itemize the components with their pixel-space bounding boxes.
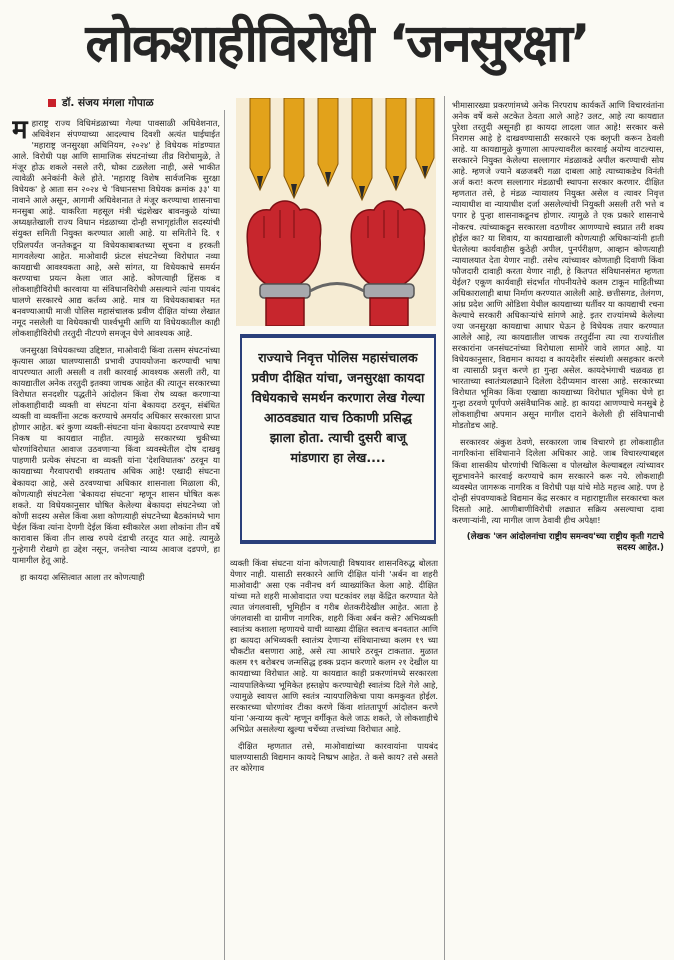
author-note: (लेखक 'जन आंदोलनांचा राष्ट्रीय समन्वय'च्या राष्ट्रीय कृती गटाचे सदस्य आहेत.): [466, 531, 664, 553]
paragraph: सरकारवर अंकुश ठेवणे, सरकारला जाब विचारणे हा लोकशाहीत नागरिकांना संविधानाने दिलेला अधिकार आहे. जाब विचारल्याबद्दल किंवा शासकीय धोरणांची चिकित्सा व पोलखोल केल्याबद्दल त्यांच्यावर सूडभावनेने कारवाई करण्याचे काम सरकारने करू नये. लोकशाही व्यवस्थेत जागरूक नागरिक व विरोधी पक्ष यांचे मोठे महत्त्व आहे. पण हे दोन्ही संपवण्याकडे विद्यमान केंद्र सरकार व महाराष्ट्रातील सरकारचा कल दिसतो आहे. आणीबाणीविरोधी लढ्यात सक्रिय असल्याचा दावा करणाऱ्यांनी, त्या मागील जाण ठेवावी हीच अपेक्षा!: [452, 437, 664, 525]
illustration-svg: [236, 98, 436, 326]
column-two: [230, 558, 438, 960]
bullet-square-icon: [48, 99, 56, 107]
paragraph: दीक्षित म्हणतात तसे, माओवाद्यांच्या कारवायांना पायबंद घालण्यासाठी विद्यमान कायदे निष्प्रभ आहेत. ते कसे काय? तसे असते तर कोरेगाव: [230, 740, 438, 773]
paragraph: जनसुरक्षा विधेयकाच्या उद्दिष्टात, माओवादी किंवा तत्सम संघटनांच्या कृत्यास आळा घालण्यासाठी प्रभावी उपाययोजना करण्याची भाषा वापरण्यात आली असली व तशी कारवाई आवश्यक असली तरी, या कायद्यातील अनेक तरतुदी इतक्या जाचक आहेत की त्यातून सरकारच्या विरोधात सनदशीर पद्धतीने आंदोलन किंवा रोष व्यक्त करणाऱ्या लोकशाहीवादी व्यक्ती वा संघटना यांना बेकायदा ठरवून, संबंधित व्यक्ती वा व्यक्तींना अटक करण्याचे अमर्याद अधिकार सरकारला प्राप्त होणार आहेत. बरं कुणा व्यक्ती-संघटना यांना बेकायदा ठरवण्याचे स्पष्ट निकष या कायद्यात नाहीत. त्यामुळे सरकारच्या चुकीच्या धोरणांविरोधात आवाज उठवणाऱ्या किंवा व्यवस्थेतील दोष दाखवू पाहणारी प्रत्येक संघटना वा व्यक्ती यांना 'देशविघातक' ठरवून या कायद्याच्या गैरवापराची शक्यताच अधिक आहे! एखादी संघटना बेकायदा आहे, असे ठरवण्याचा अधिकार शासनाला मिळाला की, कोणत्याही संघटनेला 'बेकायदा संघटना' म्हणून शासन घोषित करू शकते. या विधेयकानुसार घोषित केलेल्या बेकायदा संघटनेच्या जो कोणी सदस्य असेल किंवा अशा कोणत्याही संघटनेच्या बैठकांमध्ये भाग घेईल किंवा त्यांना देणगी देईल किंवा स्वीकारेल अशा लोकांना तीन वर्षे कारावास किंवा तीन लाख रुपये दंडाची तरतूद यात आहे. त्यामुळे गुन्हेगारी रोखणे हा उद्देश नसून, जनतेचा न्याय्य आवाज दडपणे, हा यामागील हेतू आहे.: [12, 344, 220, 565]
column-one: [12, 118, 220, 960]
author-byline: [48, 96, 154, 110]
headline: लोकशाहीविरोधी ‘जनसुरक्षा’: [85, 13, 589, 74]
pens-and-handcuffed-fists-illustration: [236, 98, 436, 326]
author-name: डॉ. संजय मंगला गोपाळ: [62, 97, 154, 109]
pull-quote-text: राज्याचे निवृत्त पोलिस महासंचालक प्रवीण दीक्षित यांचा, जनसुरक्षा कायदा विधेयकाचे समर्थन करणारा लेख गेल्या आठवड्यात याच ठिकाणी प्रसिद्ध झाला होता. त्याची दुसरी बाजू मांडणारा हा लेख....: [251, 350, 425, 465]
paragraph: भीमासारख्या प्रकरणांमध्ये अनेक निरपराध कार्यकर्ते आणि विचारवंतांना अनेक वर्षे कसे अटकेत ठेवता आले आहे? उलट, आहे त्या कायद्यात पुरेशा तरतुदी असूनही हा कायदा लादला जात आहे! सरकार कसे निरागस आहे हे दाखवण्यासाठी सरकारने एक क्लृप्ती करून ठेवली आहे. या कायद्यामुळे कुणाला आपल्यावरील कारवाई अयोग्य वाटल्यास, सरकारने नियुक्त केलेल्या सल्लागार मंडळाकडे अपील करण्याची सोय आहे. म्हणजे ज्याने बळजबरी गळा दाबला आहे त्याच्याकडेच विनंती अर्ज करा! करण सल्लागार मंडळाची स्थापना सरकार करणार. दीक्षित म्हणतात तसे, हे मंडळ न्यायालय नियुक्त असेल व त्यावर निवृत्त न्यायाधीश वा न्यायाधीश दर्जा असलेल्यांची नियुक्ती असली तरी भत्ते व पगार हे पुन्हा शासनाकडूनच होणार. त्यामुळे ते एक प्रकारे शासनाचे नोकरच. त्यांच्याकडून सरकारला वठणीवर आणण्याचे स्वप्नात तरी शक्य होईल का? या शिवाय, या कायद्याखाली कोणत्याही अधिकाऱ्यांनी हाती घेतलेल्या कार्यवाहीस कुठेही अपील, पुनर्परीक्षण, आव्हान कोणत्याही न्यायालयात देता येणार नाही. तसेच त्यांच्यावर कोणताही दिवाणी किंवा फौजदारी दावाही करता येणार नाही, हे कितपत संविधानसंमत म्हणता येईल? एकूण कार्यवाही संदर्भात गोपनीयतेचे कलम टाकून माहितीच्या अधिकारालाही बाधा निर्माण करण्यात आलेली आहे. छत्तीसगड, तेलंगण, आंध्र प्रदेश आणि ओडिशा येथील कायद्याच्या धर्तीवर या कायद्याची रचना केल्याचे सरकारी अधिकाऱ्यांचे सांगणे आहे. इतर राज्यांमध्ये केलेल्या ज्या जनसुरक्षा कायद्याचा आधार घेऊन हे विधेयक तयार करण्यात आलेले आहे, त्या कायद्यातील जाचक तरतुदींना त्या त्या राज्यांतील सरकारांना जनसंघटनांच्या विरोधाला सामोरे जावे लागत आहे. या विधेयकानुसार, विद्यमान कायदा व कायदेशीर संस्थांशी असहकार करणे वा त्यासाठी प्रवृत्त करणे हा गुन्हा असेल. कायदेभंगाची चळवळ हा भारताच्या स्वातंत्र्यलढ्याने दिलेला देदीप्यमान वारसा आहे. सरकारच्या विरोधात भूमिका किंवा एखाद्या कायद्याच्या विरोधात भूमिका घेणे हा गुन्हा ठरवणे पूर्णपणे असंवैधानिक आहे. हा कायदा आणण्याचे मनसुबे हे लोकशाहीचा अपमान असून मागील दाराने केलेली ही संविधानाची मोडतोडच आहे.: [452, 100, 664, 431]
column-divider: [224, 110, 225, 960]
drop-cap: म: [12, 118, 28, 145]
paragraph: हा कायदा अस्तित्वात आला तर कोणत्याही: [20, 571, 145, 582]
paragraph: महाराष्ट्र राज्य विधिमंडळाच्या गेल्या पावसाळी अधिवेशनात, अधिवेशन संपण्याच्या आदल्याच दिवशी अत्यंत घाईघाईत 'महाराष्ट्र जनसुरक्षा अधिनियम, २०२४' हे विधेयक मांडण्यात आले. विरोधी पक्ष आणि सामाजिक संघटनांच्या तीव्र विरोधामुळे, ते मंजूर होऊ शकले नसले तरी, धोका टळलेला नाही, असे भाकीत त्यावेळी अनेकांनी केले होते. 'महाराष्ट्र विशेष सार्वजनिक सुरक्षा विधेयक' हे आता सन २०२४ चे 'विधानसभा विधेयक क्रमांक ३३' या नावाने आले असून, आगामी अधिवेशनात ते मंजूर करण्याचा शासनाचा मनसुबा आहे. याकरिता महसूल मंत्री चंद्रशेखर बावनकुळे यांच्या अध्यक्षतेखाली राज्य विधान मंडळाच्या दोन्ही सभागृहांतील सदस्यांची संयुक्त समिती नियुक्त करण्यात आली आहे. या समितीने दि. १ एप्रिलपर्यंत जनतेकडून या विधेयकाबाबतच्या सूचना व हरकती मागवलेल्या आहेत. माओवादी फ्रंटल संघटनेच्या विरोधात नव्या कायद्याची आवश्यकता आहे, असे सांगत, या विधेयकाचे समर्थन करण्याचा प्रयत्न केला जात आहे. कोणत्याही हिंसक व लोकशाहीविरोधी कारवाया या संविधानविरोधी असल्याने त्यांना पायबंद घालणे सरकारचे आद्य कर्तव्य आहे. मात्र या विधेयकाबाबत मत बनवण्याआधी माजी पोलिस महासंचालक प्रवीण दीक्षित यांच्या लेखात नमूद नसलेली या विधेयकाची पार्श्वभूमी आणि या विधेयकातील काही लोकशाहीविरोधी तरतुदी नीटपणे समजून घेणे आवश्यक आहे.: [12, 118, 220, 338]
pull-quote: [240, 334, 436, 544]
column-divider: [444, 96, 445, 960]
paragraph: व्यक्ती किंवा संघटना यांना कोणत्याही विषयावर शासनविरुद्ध बोलता येणार नाही. यासाठी सरकारने आणि दीक्षित यांनी 'अर्बन वा शहरी माओवादी' असा एक नवीनच वर्ग व्याख्यांकित केला आहे. दीक्षित यांच्या मते शहरी माओवादात ज्या घटकांवर लक्ष केंद्रित करण्यात येते त्यात जंगलवासी, भूमिहीन व गरीब शेतकरीदेखील आहेत. आता हे जंगलवासी वा ग्रामीण नागरिक, शहरी किंवा अर्बन कसे? अभिव्यक्ती स्वातंत्र्य कशाला म्हणायचे याची व्याख्या दीक्षित स्वतःच बनवतात आणि हा कायदा अभिव्यक्ती स्वातंत्र्य देणाऱ्या संविधानाच्या कलम १९ च्या चौकटीत बसणारा आहे, असे त्या आधारे ठरवून टाकतात. मुळात कलम १९ बरोबरच जन्मसिद्ध हक्क प्रदान करणारे कलम २१ देखील या कायद्याच्या विरोधात आहे. या कायद्यात काही प्रकरणांमध्ये सरकारला न्यायपालिकेच्या भूमिकेत हस्तक्षेप करण्याचेही स्वातंत्र्य दिले गेले आहे, ज्यामुळे स्वायत्त आणि स्वतंत्र न्यायपालिकेचा पाया कमकुवत होईल. सरकारच्या धोरणांवर टीका करणे किंवा शांततापूर्ण आंदोलन करणे यांना 'अन्याय्य कृत्ये' म्हणून वर्गीकृत केले जाऊ शकते, जे लोकशाहीचे अभिप्रेत असलेल्या खुल्या चर्चेच्या तत्त्वांच्या विरोधात आहे.: [230, 558, 438, 734]
column-three: [452, 100, 664, 960]
